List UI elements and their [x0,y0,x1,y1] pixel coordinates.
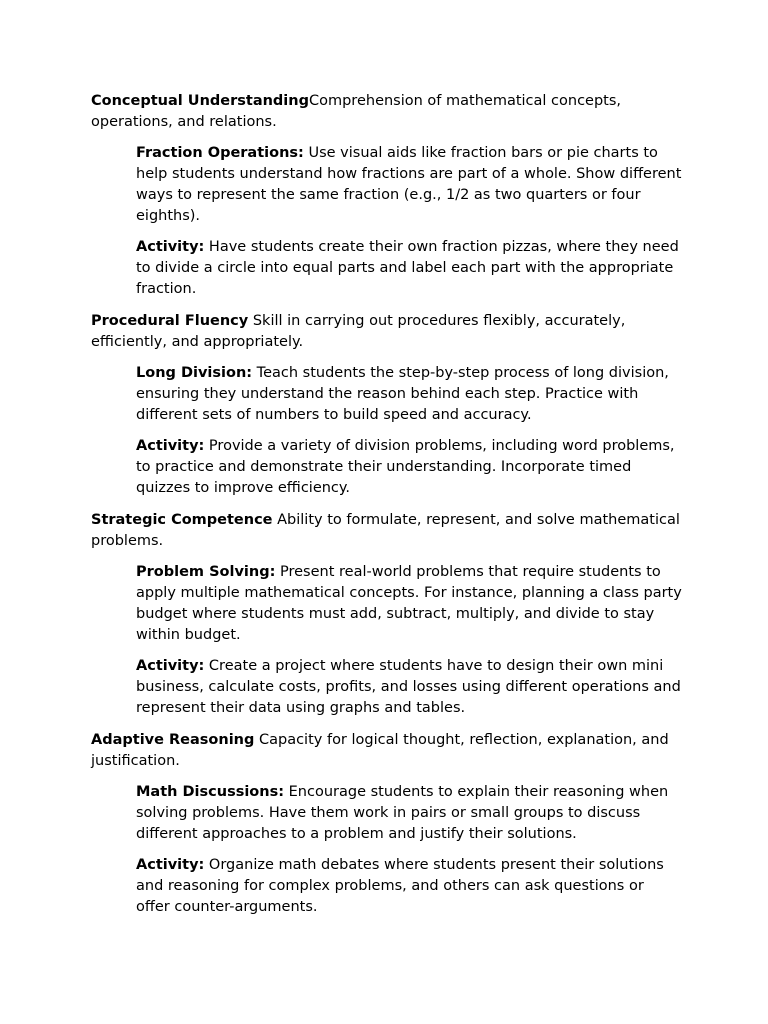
subsection-math-discussions [136,782,682,845]
subsection-label: Fraction Operations: [136,145,304,161]
subsection-text: Encourage students to explain their reasoning when solving problems. Have them work in pairs or small groups to discuss different approaches to a problem and justify their solutions. [136,784,669,842]
section-strategic-competence [91,510,682,552]
section-description: Capacity for logical thought, reflection, explanation, and justification. [91,732,669,769]
section-description: Comprehension of mathematical concepts, operations, and relations. [91,93,622,130]
subsection-activity [136,237,682,300]
section-title: Conceptual Understanding [91,93,309,109]
section-conceptual-understanding [91,91,682,133]
subsection-label: Activity: [136,857,205,873]
subsection-label: Long Division: [136,365,253,381]
subsection-label: Activity: [136,438,205,454]
section-title: Adaptive Reasoning [91,732,255,748]
subsection-label: Problem Solving: [136,564,276,580]
section-title: Strategic Competence [91,512,273,528]
subsection-text: Organize math debates where students present their solutions and reasoning for complex problems, and others can ask questions or offer counter-arguments. [136,857,664,915]
section-description: Ability to formulate, represent, and solve mathematical problems. [91,512,680,549]
subsection-label: Math Discussions: [136,784,285,800]
section-title: Procedural Fluency [91,313,249,329]
subsection-problem-solving [136,562,682,646]
subsection-activity [136,656,682,719]
subsection-text: Have students create their own fraction pizzas, where they need to divide a circle into equal parts and label each part with the appropriate fraction. [136,239,679,297]
subsection-long-division [136,363,682,426]
subsection-text: Provide a variety of division problems, including word problems, to practice and demonstrate their understanding. Incorporate timed quizzes to improve efficiency. [136,438,675,496]
subsection-label: Activity: [136,658,205,674]
section-adaptive-reasoning [91,730,682,772]
subsection-fraction-operations [136,143,682,227]
subsection-text: Teach students the step-by-step process of long division, ensuring they understand the reason behind each step. Practice with different sets of numbers to build speed and accuracy. [136,365,669,423]
subsection-text: Use visual aids like fraction bars or pie charts to help students understand how fractions are part of a whole. Show different ways to represent the same fraction (e.g., 1/2 as two quarters or four eighths). [136,145,682,224]
section-procedural-fluency [91,311,682,353]
subsection-text: Create a project where students have to design their own mini business, calculate costs, profits, and losses using different operations and represent their data using graphs and tables. [136,658,681,716]
subsection-label: Activity: [136,239,205,255]
subsection-activity [136,855,682,918]
subsection-activity [136,436,682,499]
subsection-text: Present real-world problems that require students to apply multiple mathematical concepts. For instance, planning a class party budget where students must add, subtract, multiply, and divide to stay within budget. [136,564,682,643]
section-description: Skill in carrying out procedures flexibly, accurately, efficiently, and appropriately. [91,313,626,350]
